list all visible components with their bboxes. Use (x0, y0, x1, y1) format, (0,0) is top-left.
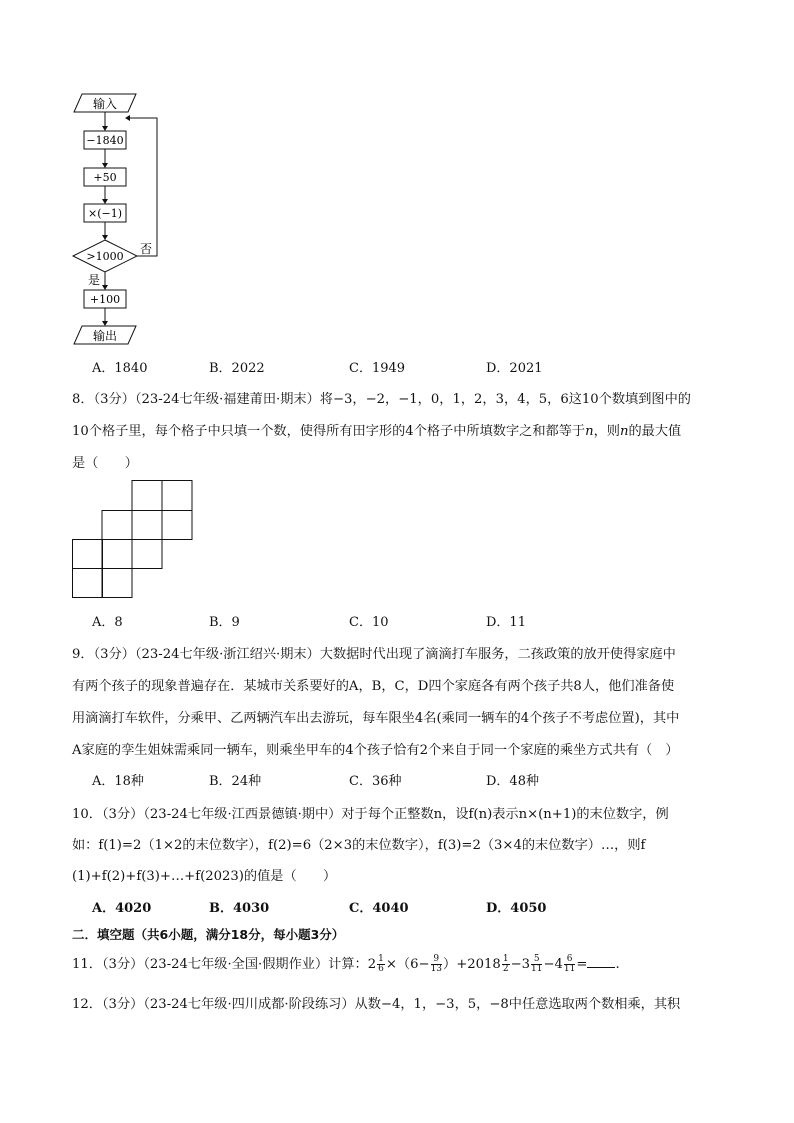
section-heading: 二．填空题（共6小题，满分18分，每小题3分） (72, 927, 345, 942)
q12-line1: 12．（3分）（23-24七年级·四川成都·阶段练习）从数−4，1，−3，5，−8中任意选取两个数相乘，其积 (72, 997, 681, 1012)
q7-option-d[interactable]: D．2021 (486, 361, 543, 376)
output-label: 输出 (92, 329, 118, 343)
q9-option-d[interactable]: D．48种 (486, 774, 539, 789)
q10-option-b[interactable]: B．4030 (209, 901, 270, 916)
q9-option-a[interactable]: A．18种 (92, 774, 144, 789)
flowchart (60, 88, 180, 348)
q10-line1: 10．（3分）（23-24七年级·江西景德镇·期中）对于每个正整数n，设f(n)表示n×(n+1)的末位数字，例 (72, 807, 669, 822)
q9-option-c[interactable]: C．36种 (349, 774, 402, 789)
q8-option-c[interactable]: C．10 (349, 615, 389, 630)
q8-line2: 10个格子里，每个格子中只填一个数，使得所有田字形的4个格子中所填数字之和都等于n，则n的最大值 (72, 424, 682, 439)
step3-label: ×(−1) (87, 207, 123, 220)
q8-option-d[interactable]: D．11 (486, 615, 526, 630)
q10-line3: (1)+f(2)+f(3)+…+f(2023)的值是（ ） (72, 869, 337, 884)
q8-line1: 8．（3分）（23-24七年级·福建莆田·期末）将−3，−2，−1，0，1，2，3，4，5，6这10个数填到图中的 (72, 392, 691, 407)
q9-line3: 用滴滴打车软件，分乘甲、乙两辆汽车出去游玩，每车限坐4名(乘同一辆车的4个孩子不考虑位置)，其中 (72, 711, 680, 726)
q11-line: 11．（3分）（23-24七年级·全国·假期作业）计算：2 $\frac{1}{6}$ ×（6− $\frac{9}{13}$ ）+2018 $\frac{1}{2}$ −3 $\frac{5}{11}$ −4 $\frac{6}{11}$ = . (72, 954, 620, 974)
grid-figure (72, 480, 196, 600)
step1-label: −1840 (86, 134, 124, 147)
yes-label: 是 (88, 273, 101, 287)
q10-option-c[interactable]: C．4040 (349, 901, 409, 916)
q8-option-a[interactable]: A．8 (92, 615, 123, 630)
q10-line2: 如：f(1)=2（1×2的末位数字），f(2)=6（2×3的末位数字），f(3)=2（3×4的末位数字）…，则f (72, 838, 646, 853)
answer-blank[interactable] (587, 955, 615, 968)
q10-option-d[interactable]: D．4050 (486, 901, 547, 916)
input-label: 输入 (92, 97, 118, 111)
q10-option-a[interactable]: A．4020 (92, 901, 152, 916)
q9-line1: 9．（3分）（23-24七年级·浙江绍兴·期末）大数据时代出现了滴滴打车服务，二孩政策的放开使得家庭中 (72, 647, 676, 662)
q8-line3: 是（ ） (72, 456, 138, 471)
q8-option-b[interactable]: B．9 (209, 615, 240, 630)
q9-option-b[interactable]: B．24种 (209, 774, 262, 789)
step2-label: +50 (93, 171, 117, 184)
step4-label: +100 (89, 293, 121, 306)
no-label: 否 (140, 242, 153, 256)
q9-line2: 有两个孩子的现象普遍存在．某城市关系要好的A，B，C，D四个家庭各有两个孩子共8人，他们准备使 (72, 679, 675, 694)
q7-option-c[interactable]: C．1949 (349, 361, 406, 376)
q9-line4: A家庭的孪生姐妹需乘同一辆车，则乘坐甲车的4个孩子恰有2个来自于同一个家庭的乘坐方式共有（ ） (72, 743, 679, 758)
condition-label: >1000 (86, 250, 124, 263)
q7-option-a[interactable]: A．1840 (92, 361, 148, 376)
q7-option-b[interactable]: B．2022 (209, 361, 265, 376)
